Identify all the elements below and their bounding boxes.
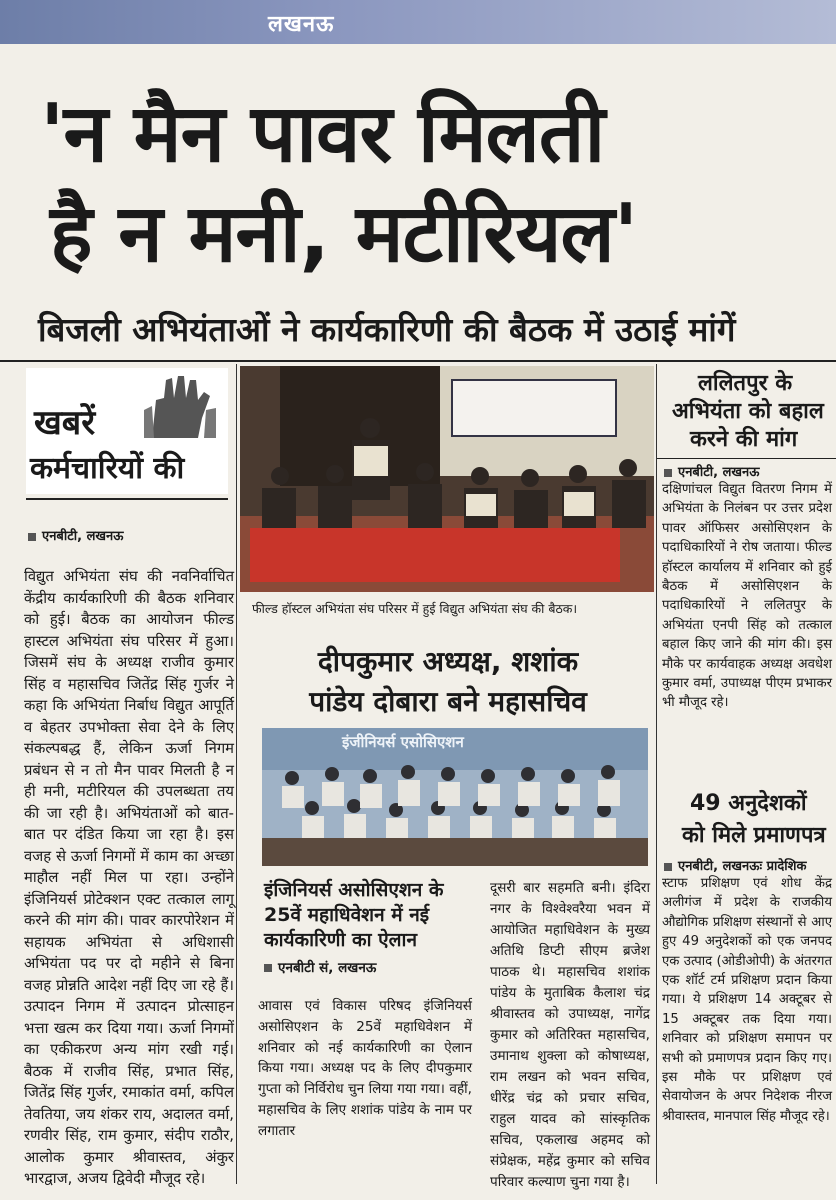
column-divider (236, 364, 237, 1184)
side-story-2-headline-1: 49 अनुदेशकों (690, 791, 807, 816)
subheadline: बिजली अभियंताओं ने कार्यकारिणी की बैठक में उठाई मांगें (38, 310, 736, 349)
main-byline: एनबीटी, लखनऊ (28, 526, 123, 544)
side-story-1-body: दक्षिणांचल विद्युत वितरण निगम में अभियंता के निलंबन पर उत्तर प्रदेश पावर ऑफिसर असोसिएशन के पदाधिकारियों ने रोष जताया। फील्ड हॉस्टल कार्यालय में शनिवार को हुई बैठक में असोसिएशन के पदाधिकारियों ने ललितपुर के अभियंता एनपी सिंह को तत्काल बहाल किए जाने की मांग की। इस मौके पर कार्यवाहक अध्यक्ष अवधेश कुमार वर्मा, उपाध्यक्ष पीएम प्रभाकर भी मौजूद रहे। (662, 482, 832, 711)
association-photo (262, 728, 648, 866)
divider (656, 458, 836, 459)
bullet-square-icon (28, 533, 36, 541)
side-story-1-byline: एनबीटी, लखनऊ (664, 462, 759, 480)
side-story-2-headline-2: को मिले प्रमाणपत्र (682, 823, 826, 848)
section-title: लखनऊ (268, 12, 335, 37)
second-story-headline-2: पांडेय दोबारा बने महासचिव (309, 685, 587, 718)
bullet-square-icon (264, 964, 272, 972)
side-story-1-headline-2: अभियंता को बहाल (672, 399, 824, 424)
column-logo-subtitle: कर्मचारियों की (30, 451, 185, 486)
second-story-headline-1: दीपकुमार अध्यक्ष, शशांक (317, 645, 579, 678)
section-header-bar (0, 0, 836, 44)
third-story-headline: इंजिनियर्स असोसिएशन के 25वें महाधिवेशन में नई कार्यकारिणी का ऐलान (264, 879, 444, 951)
meeting-photo (240, 366, 654, 592)
column-logo-title: खबरें (34, 403, 96, 443)
side-story-2-body: स्टाफ प्रशिक्षण एवं शोध केंद्र अलीगंज में प्रदेश के राजकीय औद्योगिक प्रशिक्षण संस्थानों से आए हुए 49 अनुदेशकों को एक जनपद एक उत्पाद (ओडीओपी) के अंतरगत एक शॉर्ट टर्म प्रशिक्षण प्रदान किया गया। ये प्रशिक्षण 14 अक्टूबर से 15 अक्टूबर तक दिया गया। शनिवार को प्रशिक्षण समापन पर सभी को प्रमाणपत्र प्रदान किए गए। इस मौके पर प्रशिक्षण एवं सेवायोजन के अपर निदेशक नीरज श्रीवास्तव, मानपाल सिंह मौजूद रहे। (662, 876, 832, 1124)
main-story-body: विद्युत अभियंता संघ की नवनिर्वाचित केंद्रीय कार्यकारिणी की बैठक शनिवार को हुई। बैठक का आयोजन फील्ड हास्टल अभियंता संघ परिसर में हुआ। जिसमें संघ के अध्यक्ष राजीव कुमार सिंह व महासचिव जितेंद्र सिंह गुर्जर ने कहा कि अभियंता निर्बाध विद्युत आपूर्ति व बेहतर उपभोक्ता सेवा देने के लिए संकल्पबद्ध हैं, लेकिन ऊर्जा निगम प्रबंधन से न तो मैन पावर मिलती है न ही मनी, मटीरियल की उपलब्धता तय की जा रही है। अभियंताओं को बात-बात पर दंडित किया जा रहा है। इस वजह से ऊर्जा निगमों में काम का अच्छा माहौल नहीं मिल पा रहा। उन्होंने इंजिनियर्स प्रोटेक्शन एक्ट तत्काल लागू करने की मांग की। पावर कारपोरेशन में सहायक अभियंता से अधिशासी अभियंता पद पर दो महीने से बिना वजह प्रोन्नति आदेश नहीं दिए जा रहे हैं। उत्पादन निगम में उत्पादन प्रोत्साहन भत्ता खत्म कर दिया गया। ऊर्जा निगमों का एकीकरण अन्य मांग रखी गई। बैठक में राजीव सिंह, प्रभात सिंह, जितेंद्र सिंह गुर्जर, रमाकांत वर्मा, कपिल तेवतिया, जय शंकर राय, अदालत वर्मा, रणवीर सिंह, राम कुमार, संदीप राठौर, आलोक कुमार श्रीवास्तव, अंकुर भारद्वाज, अजय द्विवेदी मौजूद रहे। (24, 568, 234, 1187)
divider (0, 360, 836, 362)
side-story-2-byline: एनबीटी, लखनऊः प्रादेशिक (664, 856, 806, 874)
third-story-body-col2: दूसरी बार सहमति बनी। इंदिरा नगर के विश्वेश्वरैया भवन में आयोजित महाधिवेशन के मुख्य अतिथि डिप्टी सीएम ब्रजेश पाठक थे। महासचिव शशांक पांडेय के मुताबिक कैलाश चंद्र श्रीवास्तव को उपाध्यक्ष, नागेंद्र कुमार को अतिरिक्त महासचिव, उमानाथ शुक्ला को कोषाध्यक्ष, राम लखन को भवन सचिव, धीरेंद्र चंद्र को प्रचार सचिव, राहुल यादव को सांस्कृतिक सचिव, एकलाख अहमद को संप्रेक्षक, महेंद्र कुमार को सचिव परिवार कल्याण चुना गया है। (490, 880, 650, 1190)
column-divider (656, 364, 657, 1184)
raised-fist-icon (142, 370, 218, 440)
divider (26, 498, 228, 500)
side-story-1-headline-3: करने की मांग (690, 427, 798, 452)
association-banner-text: इंजीनियर्स एसोसिएशन (342, 733, 464, 751)
column-logo-box (26, 368, 228, 494)
meeting-photo-caption: फील्ड हॉस्टल अभियंता संघ परिसर में हुई विद्युत अभियंता संघ की बैठक। (252, 601, 578, 616)
third-story-byline: एनबीटी सं, लखनऊ (264, 958, 376, 976)
headline-line-2: है न मनी, मटीरियल' (50, 187, 638, 280)
meeting-photo-image (240, 366, 654, 592)
bullet-square-icon (664, 469, 672, 477)
bullet-square-icon (664, 863, 672, 871)
headline-line-1: 'न मैन पावर मिलती (40, 87, 605, 180)
third-story-body-col1: आवास एवं विकास परिषद इंजिनियर्स असोसिएशन के 25वें महाधिवेशन में शनिवार को नई कार्यकारिणी का ऐलान किया गया। अध्यक्ष पद के लिए दीपकुमार गुप्ता को निर्विरोध चुन लिया गया गया। वहीं, महासचिव के लिए शशांक पांडेय के नाम पर लगातार (258, 998, 472, 1139)
side-story-1-headline-1: ललितपुर के (698, 371, 793, 396)
